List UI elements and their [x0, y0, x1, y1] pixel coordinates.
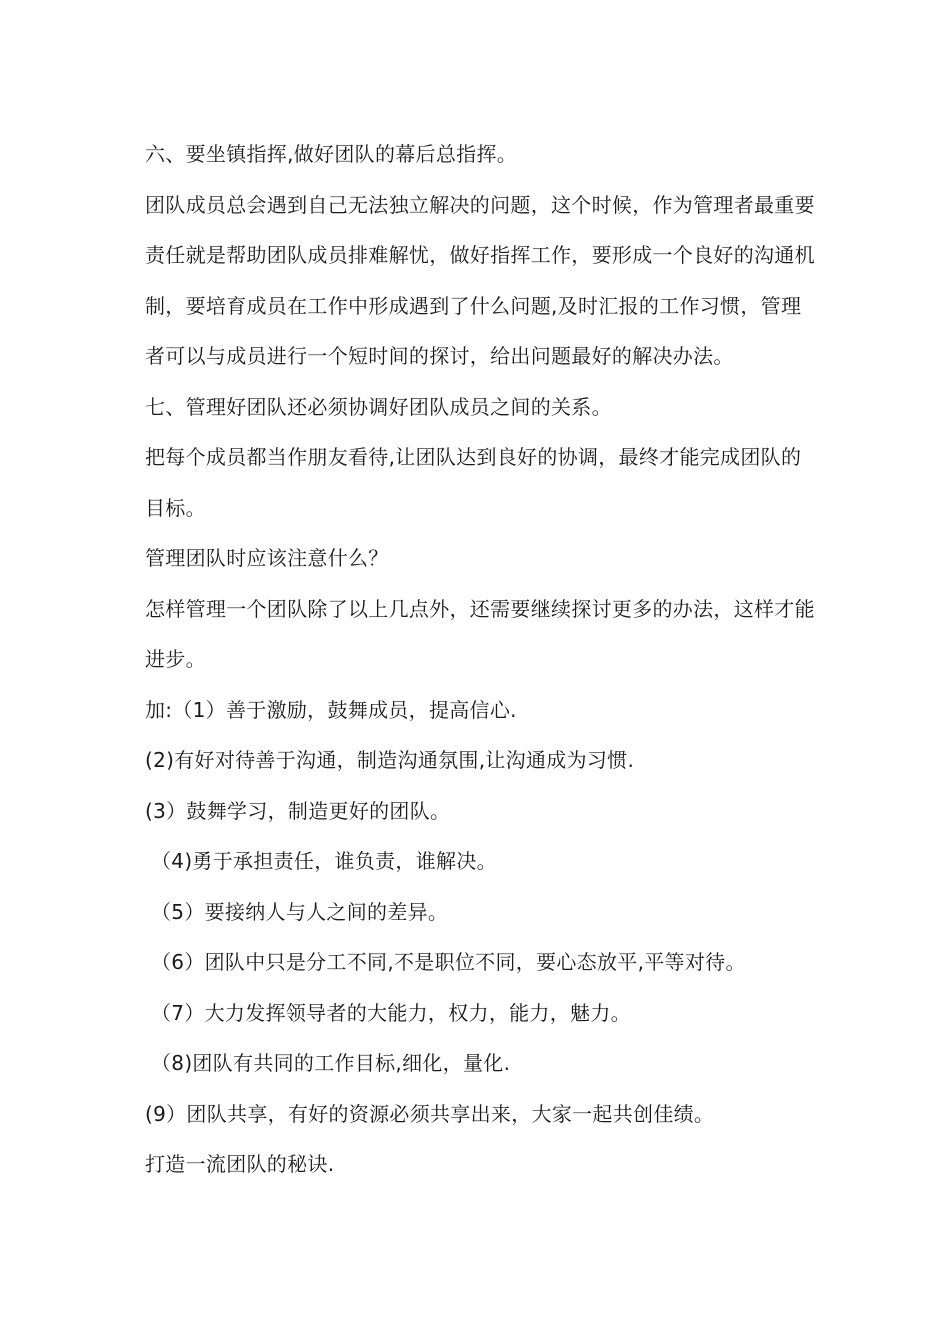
question-heading: 管理团队时应该注意什么？ — [145, 546, 389, 570]
list-item: （4)勇于承担责任，谁负责，谁解决。 — [151, 849, 497, 873]
section-heading-six: 六、要坐镇指挥,做好团队的幕后总指挥。 — [145, 142, 518, 166]
list-item: (2)有好对待善于沟通，制造沟通氛围,让沟通成为习惯. — [145, 748, 635, 772]
closing-line: 打造一流团队的秘诀. — [145, 1152, 335, 1176]
list-item: （7）大力发挥领导者的大能力，权力，能力，魅力。 — [151, 1000, 631, 1025]
list-item: (3）鼓舞学习，制造更好的团队。 — [145, 798, 451, 823]
body-paragraph: 怎样管理一个团队除了以上几点外，还需要继续探讨更多的办法，这样才能进步。 — [145, 596, 815, 671]
list-item: 加:（1）善于激励，鼓舞成员，提高信心. — [145, 697, 517, 722]
list-item: （5）要接纳人与人之间的差异。 — [151, 899, 449, 924]
body-paragraph: 把每个成员都当作朋友看待,让团队达到良好的协调，最终才能完成团队的目标。 — [145, 445, 802, 520]
document-body — [145, 129, 815, 1190]
list-item: （6）团队中只是分工不同,不是职位不同，要心态放平,平等对待。 — [151, 950, 746, 974]
section-heading-seven: 七、管理好团队还必须协调好团队成员之间的关系。 — [145, 394, 612, 419]
body-paragraph: 团队成员总会遇到自己无法独立解决的问题，这个时候，作为管理者最重要责任就是帮助团队成员排难解忧，做好指挥工作，要形成一个良好的沟通机制，要培育成员在工作中形成遇到了什么问题,及时汇报的工作习惯，管理者可以与成员进行一个短时间的探讨，给出问题最好的解决办法。 — [145, 192, 815, 368]
list-item: （8)团队有共同的工作目标,细化，量化. — [151, 1051, 511, 1075]
list-item: (9）团队共享，有好的资源必须共享出来，大家一起共创佳绩。 — [145, 1101, 715, 1126]
